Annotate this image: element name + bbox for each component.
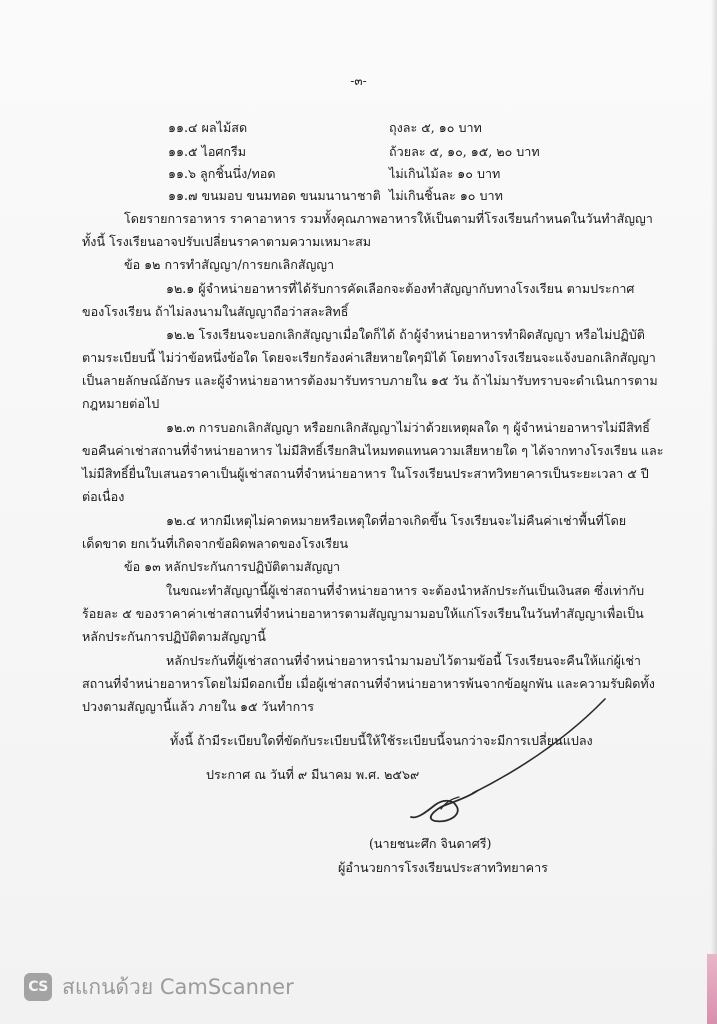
item-label: ๑๑.๔ ผลไม้สด xyxy=(168,120,248,135)
body-line: ต่อเนื่อง xyxy=(82,489,125,504)
item-label: ๑๑.๕ ไอศกรีม xyxy=(168,144,247,159)
body-line: ขอคืนค่าเช่าสถานที่จำหน่ายอาหาร ไม่มีสิทธิ์เรียกสินไหมทดแทนความเสียหายใด ๆ ได้จากทางโรงเรียน และ xyxy=(82,443,664,458)
body-line: เป็นลายลักษณ์อักษร และผู้จำหน่ายอาหารต้องมารับทราบภายใน ๑๕ วัน ถ้าไม่มารับทราบจะดำเนินการตาม xyxy=(82,373,658,388)
signer-position: ผู้อำนวยการโรงเรียนประสาทวิทยาคาร xyxy=(338,860,548,875)
body-line: หลักประกันการปฏิบัติตามสัญญานี้ xyxy=(82,629,266,644)
body-line: กฎหมายต่อไป xyxy=(82,396,160,411)
signature-image xyxy=(405,695,620,825)
page-edge-shadow xyxy=(711,0,717,1024)
body-line: ๑๒.๔ หากมีเหตุไม่คาดหมายหรือเหตุใดที่อาจเกิดขึ้น โรงเรียนจะไม่คืนค่าเช่าพื้นที่โดย xyxy=(166,513,627,528)
announcement-date: ประกาศ ณ วันที่ ๙ มีนาคม พ.ศ. ๒๕๖๙ xyxy=(206,767,420,782)
item-price: ไม่เกินชิ้นละ ๑๐ บาท xyxy=(389,188,503,203)
body-line: ไม่มีสิทธิ์ยื่นใบเสนอราคาเป็นผู้เช่าสถานที่จำหน่ายอาหาร ในโรงเรียนประสาทวิทยาคารเป็นระยะเวลา ๕ ปี xyxy=(82,466,649,481)
item-label: ๑๑.๖ ลูกชิ้นนึ่ง/ทอด xyxy=(168,166,276,181)
signer-name: (นายชนะศึก จินดาศรี) xyxy=(369,836,492,851)
background-edge xyxy=(707,954,717,1024)
body-line: สถานที่จำหน่ายอาหารโดยไม่มีดอกเบี้ย เมื่อผู้เช่าสถานที่จำหน่ายอาหารพ้นจากข้อผูกพัน และความรับผิดทั้ง xyxy=(82,676,655,691)
section-heading: ข้อ ๑๓ หลักประกันการปฏิบัติตามสัญญา xyxy=(124,559,341,574)
body-line: โดยรายการอาหาร ราคาอาหาร รวมทั้งคุณภาพอาหารให้เป็นตามที่โรงเรียนกำหนดในวันทำสัญญา xyxy=(124,211,653,226)
body-line: ๑๒.๓ การบอกเลิกสัญญา หรือยกเลิกสัญญาไม่ว่าด้วยเหตุผลใด ๆ ผู้จำหน่ายอาหารไม่มีสิทธิ์ xyxy=(166,420,650,435)
camscanner-logo-icon: CS xyxy=(24,973,52,1001)
closing-line: ทั้งนี้ ถ้ามีระเบียบใดที่ขัดกับระเบียบนี้ให้ใช้ระเบียบนี้จนกว่าจะมีการเปลี่ยนแปลง xyxy=(170,733,593,748)
page-number: -๓- xyxy=(350,74,367,88)
body-line: หลักประกันที่ผู้เช่าสถานที่จำหน่ายอาหารนำมามอบไว้ตามข้อนี้ โรงเรียนจะคืนให้แก่ผู้เช่า xyxy=(166,653,641,668)
watermark-text: สแกนด้วย CamScanner xyxy=(62,974,294,999)
body-line: ๑๒.๑ ผู้จำหน่ายอาหารที่ได้รับการคัดเลือกจะต้องทำสัญญากับทางโรงเรียน ตามประกาศ xyxy=(166,281,635,296)
body-line: ปวงตามสัญญานี้แล้ว ภายใน ๑๕ วันทำการ xyxy=(82,699,315,714)
item-price: ถ้วยละ ๕, ๑๐, ๑๕, ๒๐ บาท xyxy=(389,144,540,159)
section-heading: ข้อ ๑๒ การทำสัญญา/การยกเลิกสัญญา xyxy=(124,257,335,272)
body-line: เด็ดขาด ยกเว้นที่เกิดจากข้อผิดพลาดของโรงเรียน xyxy=(82,536,349,551)
body-line: ตามระเบียบนี้ ไม่ว่าข้อหนึ่งข้อใด โดยจะเรียกร้องค่าเสียหายใดๆมิได้ โดยทางโรงเรียนจะแจ้งบอกเลิกสัญญา xyxy=(82,350,656,365)
body-line: ร้อยละ ๕ ของราคาค่าเช่าสถานที่จำหน่ายอาหารตามสัญญามามอบให้แก่โรงเรียนในวันทำสัญญาเพื่อเป็น xyxy=(82,606,644,621)
body-line: ทั้งนี้ โรงเรียนอาจปรับเปลี่ยนราคาตามความเหมาะสม xyxy=(82,234,372,249)
body-line: ของโรงเรียน ถ้าไม่ลงนามในสัญญาถือว่าสละสิทธิ์ xyxy=(82,304,349,319)
camscanner-watermark xyxy=(24,972,294,1002)
body-line: ๑๒.๒ โรงเรียนจะบอกเลิกสัญญาเมื่อใดก็ได้ ถ้าผู้จำหน่ายอาหารทำผิดสัญญา หรือไม่ปฏิบัติ xyxy=(166,327,645,342)
item-price: ถุงละ ๕, ๑๐ บาท xyxy=(389,120,482,135)
item-price: ไม่เกินไม้ละ ๑๐ บาท xyxy=(389,166,501,181)
item-label: ๑๑.๗ ขนมอบ ขนมทอด ขนมนานาชาติ xyxy=(168,188,381,203)
body-line: ในขณะทำสัญญานี้ผู้เช่าสถานที่จำหน่ายอาหาร จะต้องนำหลักประกันเป็นเงินสด ซึ่งเท่ากับ xyxy=(166,583,645,598)
